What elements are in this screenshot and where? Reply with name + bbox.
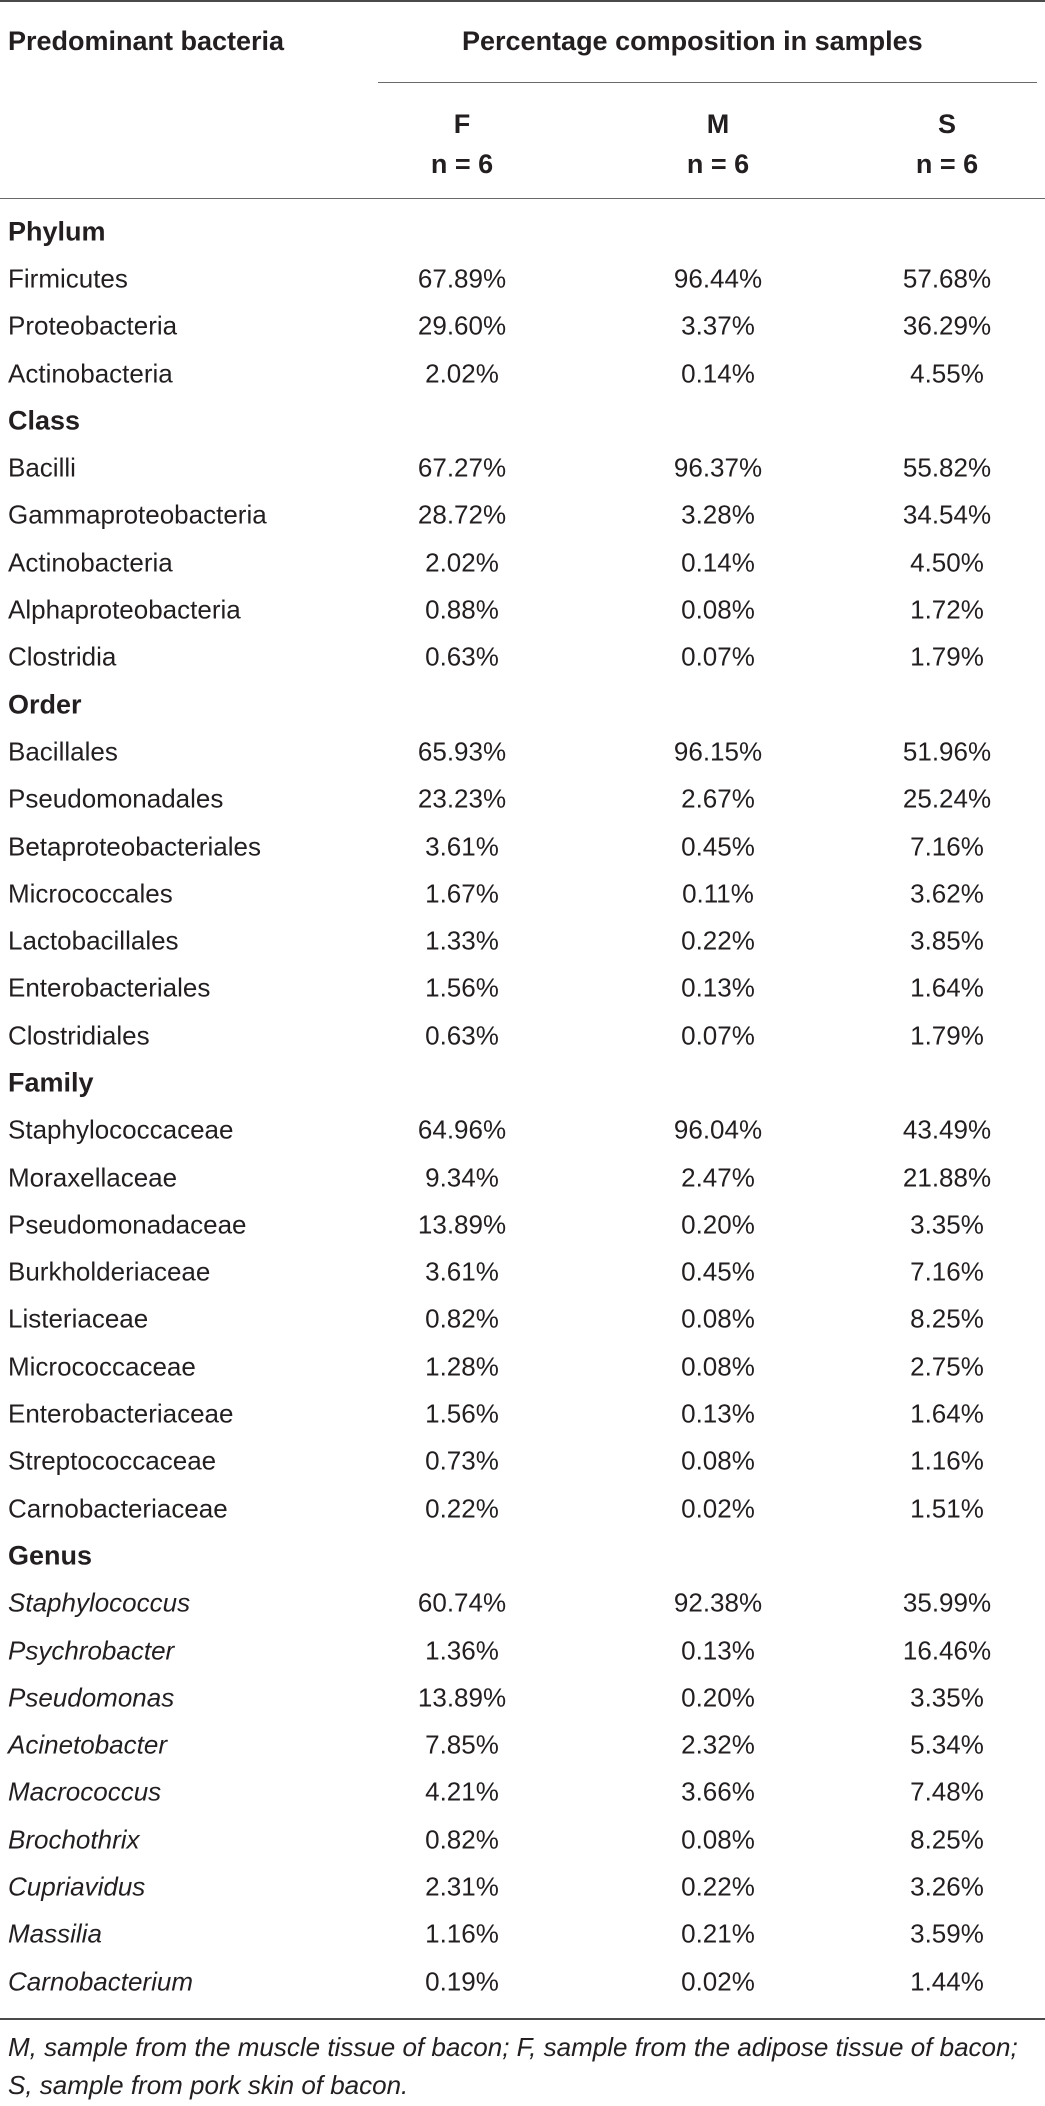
table-row	[0, 965, 1045, 1012]
value-s: 3.59%	[910, 1918, 984, 1949]
value-s: 4.55%	[910, 358, 984, 389]
value-f: 2.31%	[425, 1871, 499, 1902]
section-label: Order	[8, 689, 82, 720]
column-header-f	[377, 104, 547, 184]
value-f: 1.67%	[425, 878, 499, 909]
table-row	[0, 1580, 1045, 1627]
value-m: 92.38%	[673, 1587, 763, 1618]
value-m: 0.22%	[681, 1871, 755, 1902]
value-f: 0.63%	[425, 641, 499, 672]
taxon-name: Enterobacteriales	[8, 972, 211, 1003]
value-m: 0.14%	[681, 547, 755, 578]
table-top-rule	[0, 0, 1045, 2]
table-body	[0, 208, 1045, 2005]
row-header-label: Predominant bacteria	[8, 26, 285, 56]
taxon-name: Firmicutes	[8, 263, 128, 294]
taxon-name: Clostridia	[8, 641, 117, 672]
taxon-name: Brochothrix	[8, 1824, 140, 1855]
table-row	[0, 303, 1045, 350]
value-s: 51.96%	[902, 736, 992, 767]
table-row	[0, 1769, 1045, 1816]
value-f: 28.72%	[417, 499, 507, 530]
value-f: 7.85%	[425, 1729, 499, 1760]
value-m: 3.28%	[681, 499, 755, 530]
value-m: 0.11%	[682, 878, 754, 909]
column-n: n = 6	[686, 149, 750, 179]
column-n: n = 6	[915, 149, 979, 179]
value-m: 2.32%	[681, 1729, 755, 1760]
value-f: 1.56%	[425, 1398, 499, 1429]
value-m: 0.13%	[681, 972, 755, 1003]
taxon-name: Proteobacteria	[8, 310, 178, 341]
taxon-name: Carnobacteriaceae	[8, 1493, 228, 1524]
value-m: 0.07%	[681, 1020, 755, 1051]
value-s: 8.25%	[910, 1303, 984, 1334]
taxon-name: Cupriavidus	[8, 1871, 146, 1902]
taxon-name: Massilia	[8, 1918, 102, 1949]
value-s: 16.46%	[902, 1635, 992, 1666]
taxon-name: Micrococcaceae	[8, 1351, 196, 1382]
value-s: 4.50%	[910, 547, 984, 578]
taxon-name: Acinetobacter	[8, 1729, 167, 1760]
taxon-name: Lactobacillales	[8, 925, 179, 956]
value-f: 1.28%	[425, 1351, 499, 1382]
value-m: 96.44%	[673, 263, 763, 294]
value-m: 0.21%	[681, 1918, 755, 1949]
table-row	[0, 1390, 1045, 1437]
table-row	[0, 586, 1045, 633]
value-m: 96.15%	[673, 736, 763, 767]
table-row	[0, 1107, 1045, 1154]
value-m: 0.07%	[681, 641, 755, 672]
table-row	[0, 1201, 1045, 1248]
table-row	[0, 823, 1045, 870]
value-f: 67.27%	[417, 452, 507, 483]
taxon-name: Gammaproteobacteria	[8, 499, 267, 530]
table-row	[0, 1438, 1045, 1485]
taxon-name: Macrococcus	[8, 1776, 162, 1807]
value-f: 0.82%	[425, 1303, 499, 1334]
taxon-name: Pseudomonadaceae	[8, 1209, 247, 1240]
value-m: 0.13%	[681, 1398, 755, 1429]
taxon-name: Listeriaceae	[8, 1303, 149, 1334]
value-m: 0.13%	[681, 1635, 755, 1666]
section-label: Phylum	[8, 216, 106, 247]
value-f: 0.63%	[425, 1020, 499, 1051]
section-label: Family	[8, 1067, 94, 1098]
value-f: 64.96%	[417, 1114, 507, 1145]
value-s: 34.54%	[902, 499, 992, 530]
taxon-name: Pseudomonas	[8, 1682, 175, 1713]
value-f: 0.22%	[425, 1493, 499, 1524]
value-f: 2.02%	[425, 547, 499, 578]
taxon-name: Pseudomonadales	[8, 783, 224, 814]
value-m: 0.45%	[681, 831, 755, 861]
taxon-name: Psychrobacter	[8, 1635, 175, 1666]
section-row	[0, 208, 1045, 255]
value-s: 35.99%	[902, 1587, 992, 1618]
taxon-name: Betaproteobacteriales	[8, 831, 261, 861]
value-f: 4.21%	[425, 1776, 499, 1807]
value-f: 1.36%	[425, 1635, 499, 1666]
table-row	[0, 1722, 1045, 1769]
taxon-name: Streptococcaceae	[8, 1445, 217, 1476]
column-name: M	[706, 109, 730, 139]
table-row	[0, 350, 1045, 397]
column-header-m	[633, 104, 803, 184]
table-row	[0, 492, 1045, 539]
value-f: 9.34%	[425, 1162, 499, 1193]
table-row	[0, 1343, 1045, 1390]
value-s: 7.16%	[910, 831, 984, 861]
value-m: 3.37%	[681, 310, 755, 341]
taxon-name: Staphylococcus	[8, 1587, 191, 1618]
value-s: 3.35%	[910, 1682, 984, 1713]
table-row	[0, 917, 1045, 964]
table-row	[0, 634, 1045, 681]
value-m: 0.45%	[681, 1256, 755, 1287]
value-s: 1.51%	[910, 1493, 984, 1524]
table-row	[0, 1627, 1045, 1674]
value-m: 3.66%	[681, 1776, 755, 1807]
taxon-name: Clostridiales	[8, 1020, 150, 1051]
taxon-name: Actinobacteria	[8, 358, 173, 389]
group-header-rule	[378, 82, 1037, 83]
value-f: 60.74%	[417, 1587, 507, 1618]
table-row	[0, 1958, 1045, 2005]
value-s: 1.16%	[910, 1445, 984, 1476]
value-m: 96.04%	[673, 1114, 763, 1145]
value-f: 29.60%	[417, 310, 507, 341]
value-f: 65.93%	[417, 736, 507, 767]
value-s: 43.49%	[902, 1114, 992, 1145]
taxon-name: Staphylococcaceae	[8, 1114, 234, 1145]
value-f: 0.82%	[425, 1824, 499, 1855]
value-s: 3.85%	[910, 925, 984, 956]
value-s: 3.62%	[910, 878, 984, 909]
taxon-name: Burkholderiaceae	[8, 1256, 211, 1287]
value-m: 0.20%	[681, 1209, 755, 1240]
taxon-name: Alphaproteobacteria	[8, 594, 241, 625]
value-s: 1.64%	[910, 972, 984, 1003]
value-m: 0.02%	[681, 1966, 755, 1997]
value-s: 3.26%	[910, 1871, 984, 1902]
value-s: 21.88%	[902, 1162, 992, 1193]
table-row	[0, 539, 1045, 586]
value-s: 1.44%	[910, 1966, 984, 1997]
value-s: 8.25%	[910, 1824, 984, 1855]
value-s: 36.29%	[902, 310, 992, 341]
section-row	[0, 1059, 1045, 1106]
value-m: 2.67%	[681, 783, 755, 814]
group-header-label: Percentage composition in samples	[462, 26, 923, 56]
taxon-name: Moraxellaceae	[8, 1162, 178, 1193]
value-s: 3.35%	[910, 1209, 984, 1240]
value-f: 0.19%	[425, 1966, 499, 1997]
taxon-name: Micrococcales	[8, 878, 173, 909]
value-m: 0.08%	[681, 1824, 755, 1855]
table-footnote: M, sample from the muscle tissue of bacon; F, sample from the adipose tissue of bacon; S, sample from pork skin of bacon.	[8, 2032, 1018, 2100]
table-row	[0, 1296, 1045, 1343]
section-row	[0, 397, 1045, 444]
value-f: 1.33%	[425, 925, 499, 956]
table-row	[0, 1485, 1045, 1532]
section-row	[0, 681, 1045, 728]
column-name: S	[937, 109, 956, 139]
taxon-name: Enterobacteriaceae	[8, 1398, 234, 1429]
value-f: 1.16%	[425, 1918, 499, 1949]
value-s: 25.24%	[902, 783, 992, 814]
table-row	[0, 1154, 1045, 1201]
column-n: n = 6	[430, 149, 494, 179]
value-s: 1.79%	[910, 641, 984, 672]
value-m: 0.02%	[681, 1493, 755, 1524]
value-m: 0.08%	[681, 594, 755, 625]
value-f: 3.61%	[425, 1256, 499, 1287]
taxon-name: Bacilli	[8, 452, 76, 483]
taxon-name: Bacillales	[8, 736, 118, 767]
value-s: 5.34%	[910, 1729, 984, 1760]
section-row	[0, 1532, 1045, 1579]
value-f: 67.89%	[417, 263, 507, 294]
taxon-name: Carnobacterium	[8, 1966, 193, 1997]
value-s: 1.64%	[910, 1398, 984, 1429]
value-s: 1.79%	[910, 1020, 984, 1051]
value-f: 3.61%	[425, 831, 499, 861]
table-row	[0, 1863, 1045, 1910]
value-f: 23.23%	[417, 783, 507, 814]
taxon-name: Actinobacteria	[8, 547, 173, 578]
table-row	[0, 776, 1045, 823]
value-s: 57.68%	[902, 263, 992, 294]
value-f: 0.88%	[425, 594, 499, 625]
table-row	[0, 728, 1045, 775]
value-m: 0.20%	[681, 1682, 755, 1713]
table-row	[0, 1911, 1045, 1958]
table-row	[0, 444, 1045, 491]
header-bottom-rule	[0, 198, 1045, 199]
value-f: 13.89%	[417, 1209, 507, 1240]
table-row	[0, 1674, 1045, 1721]
table-row	[0, 1249, 1045, 1296]
table-row	[0, 255, 1045, 302]
value-s: 1.72%	[910, 594, 984, 625]
value-s: 7.48%	[910, 1776, 984, 1807]
value-s: 7.16%	[910, 1256, 984, 1287]
value-m: 0.08%	[681, 1445, 755, 1476]
value-f: 0.73%	[425, 1445, 499, 1476]
table-bottom-rule	[0, 2018, 1045, 2020]
value-m: 0.08%	[681, 1303, 755, 1334]
value-f: 1.56%	[425, 972, 499, 1003]
value-f: 13.89%	[417, 1682, 507, 1713]
value-m: 0.08%	[681, 1351, 755, 1382]
value-f: 2.02%	[425, 358, 499, 389]
value-m: 2.47%	[681, 1162, 755, 1193]
section-label: Class	[8, 405, 81, 436]
table-row	[0, 870, 1045, 917]
column-header-s	[862, 104, 1032, 184]
table-row	[0, 1012, 1045, 1059]
table-row	[0, 1816, 1045, 1863]
value-m: 96.37%	[673, 452, 763, 483]
value-m: 0.22%	[681, 925, 755, 956]
value-m: 0.14%	[681, 358, 755, 389]
value-s: 55.82%	[902, 452, 992, 483]
value-s: 2.75%	[910, 1351, 984, 1382]
column-name: F	[453, 109, 471, 139]
section-label: Genus	[8, 1540, 93, 1571]
